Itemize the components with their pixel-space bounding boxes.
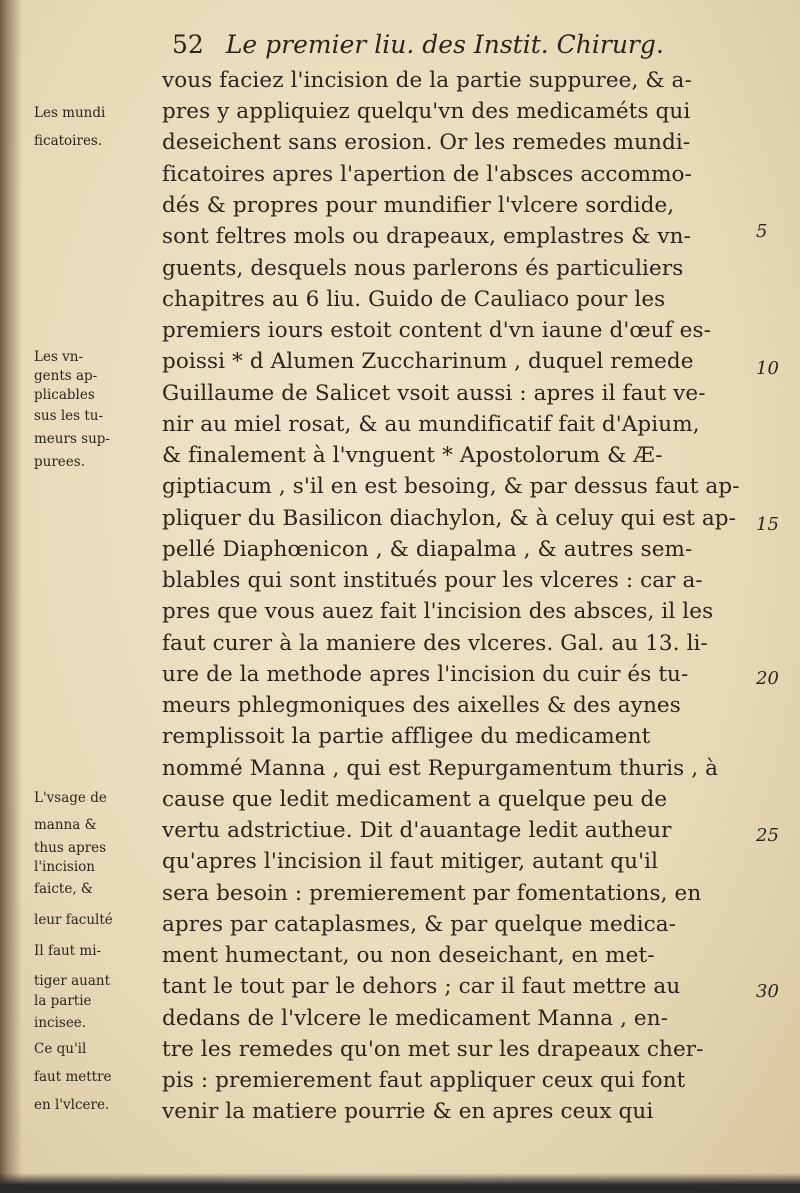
text-line: pis : premierement faut appliquer ceux qui font [162, 1068, 686, 1093]
text-line: pres y appliquiez quelqu'vn des medicaméts qui [162, 99, 691, 124]
running-head [172, 30, 752, 64]
text-line: vous faciez l'incision de la partie suppuree, & a- [162, 68, 692, 93]
text-line: faut curer à la maniere des vlceres. Gal. au 13. li- [162, 631, 708, 656]
margin-note: Les vn- [34, 349, 84, 365]
margin-note: faut mettre [34, 1069, 112, 1085]
text-line: venir la matiere pourrie & en apres ceux qui [162, 1099, 654, 1124]
margin-note: sus les tu- [34, 408, 104, 424]
text-line: ficatoires apres l'apertion de l'absces accommo- [162, 162, 692, 187]
text-line: premiers iours estoit content d'vn iaune d'œuf es- [162, 318, 711, 343]
text-line: sera besoin : premierement par fomentations, en [162, 881, 702, 906]
margin-note: en l'vlcere. [34, 1097, 110, 1113]
text-line: nommé Manna , qui est Repurgamentum thuris , à [162, 756, 719, 781]
text-line: meurs phlegmoniques des aixelles & des aynes [162, 693, 681, 718]
text-line: sont feltres mols ou drapeaux, emplastres & vn- [162, 224, 691, 249]
margin-note: gents ap- [34, 368, 98, 384]
text-line: qu'apres l'incision il faut mitiger, autant qu'il [162, 849, 659, 874]
text-line: nir au miel rosat, & au mundificatif fait d'Apium, [162, 412, 700, 437]
text-line: apres par cataplasmes, & par quelque medica- [162, 912, 677, 937]
text-line: chapitres au 6 liu. Guido de Cauliaco pour les [162, 287, 666, 312]
margin-note: plicables [34, 387, 95, 403]
margin-note: faicte, & [34, 881, 93, 897]
line-number: 5 [756, 221, 768, 242]
text-line: dés & propres pour mundifier l'vlcere sordide, [162, 193, 675, 218]
margin-note: incisee. [34, 1015, 87, 1031]
text-line: & finalement à l'vnguent * Apostolorum & Æ- [162, 443, 663, 468]
text-line: ure de la methode apres l'incision du cuir és tu- [162, 662, 689, 687]
text-line: guents, desquels nous parlerons és particuliers [162, 256, 684, 281]
margin-note: leur faculté [34, 912, 113, 928]
text-line: ment humectant, ou non deseichant, en met- [162, 943, 655, 968]
margin-note: L'vsage de [34, 790, 107, 806]
text-line: tant le tout par le dehors ; car il faut mettre au [162, 974, 681, 999]
text-line: deseichent sans erosion. Or les remedes mundi- [162, 130, 691, 155]
line-number: 10 [756, 358, 779, 379]
binding-gutter-shadow [0, 0, 22, 1193]
text-line: vertu adstrictiue. Dit d'auantage ledit autheur [162, 818, 672, 843]
text-line: pliquer du Basilicon diachylon, & à celuy qui est ap- [162, 506, 736, 531]
margin-note: Ce qu'il [34, 1041, 87, 1057]
text-line: giptiacum , s'il en est besoing, & par dessus faut ap- [162, 474, 740, 499]
running-title: Le premier liu. des Instit. Chirurg. [225, 30, 664, 59]
text-line: remplissoit la partie affligee du medicament [162, 724, 651, 749]
margin-note: purees. [34, 454, 85, 470]
text-line: dedans de l'vlcere le medicament Manna , en- [162, 1006, 669, 1031]
margin-note: Les mundi [34, 105, 106, 121]
margin-note: ficatoires. [34, 133, 103, 149]
margin-note: manna & [34, 817, 97, 833]
text-line: poissi * d Alumen Zuccharinum , duquel remede [162, 349, 694, 374]
margin-note: Il faut mi- [34, 943, 102, 959]
margin-note: meurs sup- [34, 431, 110, 447]
margin-note: la partie [34, 993, 92, 1009]
text-line: tre les remedes qu'on met sur les drapeaux cher- [162, 1037, 704, 1062]
page-number: 52 [172, 30, 204, 59]
text-line: Guillaume de Salicet vsoit aussi : apres il faut ve- [162, 381, 706, 406]
text-line: pres que vous auez fait l'incision des absces, il les [162, 599, 714, 624]
margin-note: l'incision [34, 859, 95, 875]
text-line: blables qui sont institués pour les vlceres : car a- [162, 568, 703, 593]
margin-note: tiger auant [34, 973, 111, 989]
margin-note: thus apres [34, 840, 107, 856]
text-line: cause que ledit medicament a quelque peu de [162, 787, 668, 812]
line-number: 15 [756, 514, 779, 535]
line-number: 25 [756, 825, 779, 846]
page-bottom-edge [0, 1173, 800, 1193]
text-line: pellé Diaphœnicon , & diapalma , & autres sem- [162, 537, 693, 562]
line-number: 20 [756, 668, 779, 689]
line-number: 30 [756, 981, 779, 1002]
